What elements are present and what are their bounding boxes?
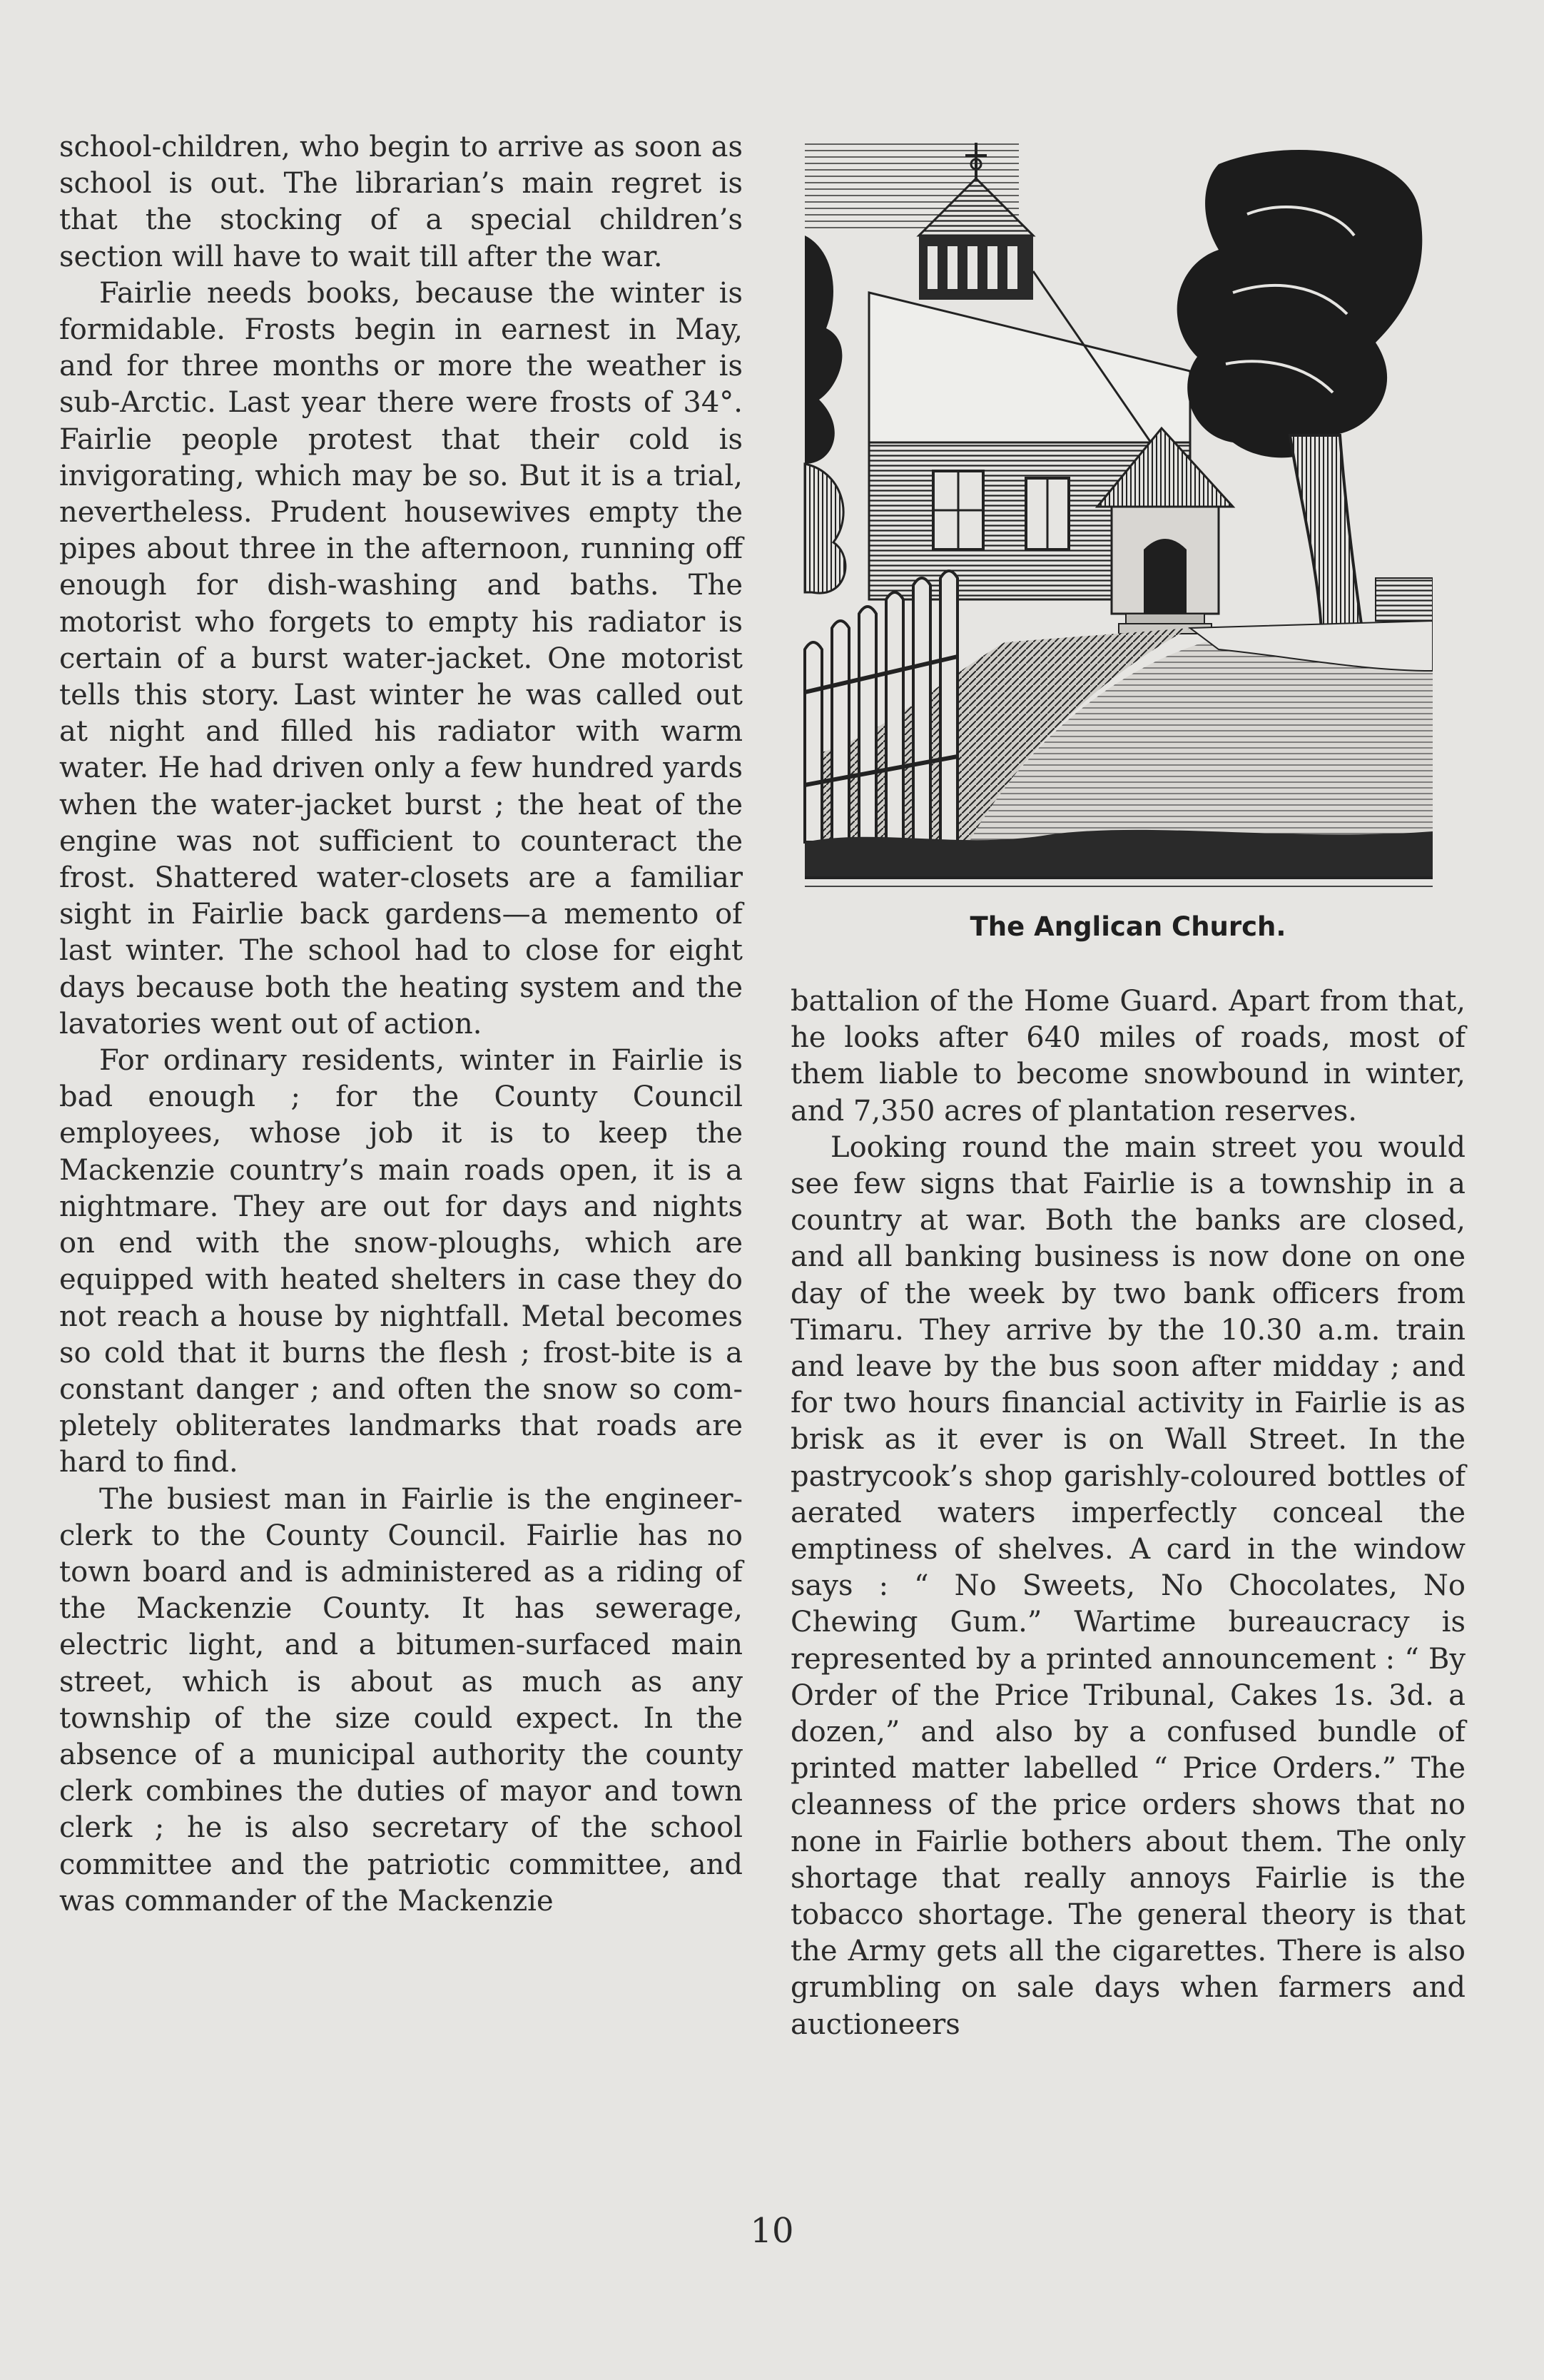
paragraph: battalion of the Home Guard. Apart from that, he looks after 640 miles of roads, most of them liable to become snowbound in winter, and 7,350 acres of plantation reserves. [791, 985, 1466, 1128]
right-text-column [791, 983, 1466, 2043]
paragraph: school-children, who begin to arrive as soon as school is out. The librarian’s main regret is that the stocking of a special children’s section will have to wait till after the war. [59, 131, 743, 273]
church-illustration [791, 128, 1433, 899]
page-number: 10 [750, 2211, 794, 2251]
left-text-column [59, 129, 743, 1920]
paragraph: Looking round the main street you would see few signs that Fairlie is a township in a country at war. Both the banks are closed, and all banking business is now done on one day of the week by two bank officers from Timaru. They arrive by the 10.30 a.m. train and leave by the bus soon after midday ; and for two hours financial activity in Fairlie is as brisk as it ever is on Wall Street. In the pastrycook’s shop garishly-coloured bottles of aerated waters imperfectly conceal the emptiness of shelves. A card in the window says : “ No Sweets, No Chocolates, No Chewing Gum.” Wartime bureaucracy is represented by a printed announcement : “ By Order of the Price Tribunal, Cakes 1s. 3d. a dozen,” and also by a confused bundle of printed matter labelled “ Price Orders.” The cleanness of the price orders shows that no none in Fairlie bothers about them. The only shortage that really annoys Fairlie is the tobacco shortage. The general theory is that the Army gets all the cigarettes. There is also grumbling on sale days when farmers and auctioneers [791, 1130, 1466, 2041]
paragraph: Fairlie needs books, because the winter is formidable. Frosts begin in earnest in May, and for three months or more the weather is sub-Arctic. Last year there were frosts of 34°. Fairlie people protest that their cold is invigorating, which may be so. But it is a trial, nevertheless. Prudent housewives empty the pipes about three in the afternoon, running off enough for dish-washing and baths. The motorist who forgets to empty his radiator is certain of a burst water-jacket. One motorist tells this story. Last winter he was called out at night and filled his radiator with warm water. He had driven only a few hundred yards when the water-jacket burst ; the heat of the engine was not sufficient to counteract the frost. Shattered water-closets are a familiar sight in Fairlie back gardens—a memento of last winter. The school had to close for eight days because both the heating system and the lavatories went out of action. [59, 276, 743, 1040]
paragraph: The busiest man in Fairlie is the engineer-clerk to the County Council. Fairlie has no town board and is administered as a riding of the Mackenzie County. It has sewerage, electric light, and a bitumen-surfaced main street, which is about as much as any township of the size could expect. In the absence of a municipal authority the county clerk combines the duties of mayor and town clerk ; he is also secretary of the school committee and the patriotic committee, and was commander of the Mackenzie [59, 1482, 743, 1918]
paragraph: For ordinary residents, winter in Fairlie is bad enough ; for the County Council employees, whose job it is to keep the Mackenzie country’s main roads open, it is a nightmare. They are out for days and nights on end with the snow-ploughs, which are equipped with heated shelters in case they do not reach a house by nightfall. Metal becomes so cold that it burns the flesh ; frost-bite is a constant danger ; and often the snow so completely obliterates landmarks that roads are hard to find. [59, 1044, 743, 1479]
figure-caption: The Anglican Church. [970, 911, 1286, 942]
